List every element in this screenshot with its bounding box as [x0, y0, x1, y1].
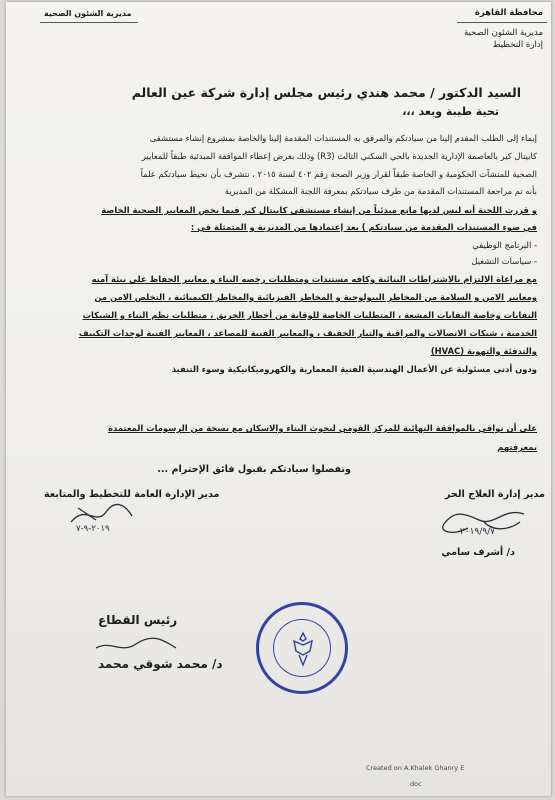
- list-item: - البرنامج الوظيفي: [472, 240, 537, 250]
- intro-line: الصحية للمنشآت الحكومية و الخاصة طبقاً لقرار وزير الصحة رقم ٤٠٢ لسنة ٢٠١٥ ، نتشرف بأن نحيط سيادتكم علماً: [140, 169, 537, 179]
- sector-head-name: د/ محمد شوقي محمد: [98, 657, 223, 671]
- right-signatory-name: د/ أشرف سامي: [441, 547, 515, 558]
- intro-line: كابيتال كير بالعاصمة الإدارية الجديدة بالحي السكني الثالث (R3) وذلك بغرض إعطاء الموافقة المبدئية طبقاً للمعايير: [141, 151, 537, 161]
- official-seal: [256, 602, 348, 694]
- header-department: إدارة التخطيط: [492, 40, 543, 50]
- decision-line: و قررت اللجنة أنه ليس لديها مانع مبدئياً من إنشاء مستشفى كابيتال كير فيما يخص المعايير الصحية الخاصة: [101, 205, 537, 215]
- intro-line: بأنه تم مراجعة المستندات المقدمة من طرف سيادتكم بمعرفة اللجنة المشكلة من المديرية: [224, 186, 537, 196]
- condition-line: الخدمية ، شبكات الاتصالات والمراقبة والتيار الخفيف ، والمعايير الفنية للمصاعد ، المعايير الفنية لوحدات التكييف: [78, 328, 537, 338]
- closing-line: وتفضلوا سيادتكم بقبول فائق الإحترام ...: [157, 464, 351, 475]
- sector-head-signature: [91, 630, 181, 660]
- left-signature-date: ٢٠١٩-٩-٧: [76, 524, 110, 534]
- intro-line: إيماء إلى الطلب المقدم إلينا من سيادتكم والمرفق به المستندات المقدمة إلينا والخاصة بمشروع إنشاء مستشفى: [149, 133, 537, 143]
- header-left-rule: [40, 22, 138, 23]
- header-left-title: مديرية الشئون الصحية: [44, 9, 132, 18]
- decision-line: في ضوء المستندات المقدمة من سيادتكم ) بعد إعتمادها من المديرية و المتمثلة في :: [190, 222, 537, 232]
- left-signatory-title: مدير الإدارة العامة للتخطيط والمتابعة: [44, 489, 220, 500]
- condition-line: مع مراعاة الالتزام بالاشتراطات البنائية وكافه مستندات ومتطلبات رخصه البناء و معايير الحفاظ على بيئة آمنه: [91, 274, 537, 284]
- document-page: [6, 2, 551, 796]
- addressee-line: السيد الدكتور / محمد هندي رئيس مجلس إدارة شركة عين العالم: [131, 85, 521, 100]
- condition-line: ومعايير الامن و السلامة من المخاطر البيولوجية و المخاطر الفيزيائية والمخاطر الكيميائية ، التخلص الامن من: [94, 292, 537, 302]
- header-directorate: مديرية الشئون الصحية: [463, 28, 543, 38]
- greeting: تحية طيبة وبعد ،،،: [402, 105, 499, 118]
- footer-doc-ext: doc: [410, 780, 422, 788]
- header-right-block: [464, 8, 543, 51]
- list-item: - سياسات التشغيل: [471, 256, 537, 266]
- condition-line: النفايات وخاصة النفايات المشعة ، المتطلبات الخاصة للوقاية من أخطار الحريق ، متطلبات نظم البناء و الشبكات: [82, 310, 537, 320]
- condition-line: ودون أدنى مسئولية عن الأعمال الهندسية الفنية المعمارية والكهروميكانيكية وسوء التنفيذ: [171, 364, 537, 374]
- condition-line: والتدفئة والتهوية (HVAC): [430, 346, 537, 356]
- header-governorate: محافظة القاهرة: [474, 8, 543, 18]
- right-signature-date: ٢٠١٩/٩/٧: [459, 527, 495, 537]
- footer-created-on: Created on A.Khalek Ghanry E: [366, 764, 465, 772]
- sector-head-title: رئيس القطاع: [98, 613, 178, 627]
- header-right-rule: [457, 22, 547, 23]
- final-line: على أن نوافي بالموافقة النهائية للمركز القومي لبحوث البناء والاسكان مع نسخة من الرسومات المعتمدة: [108, 423, 537, 433]
- right-signatory-title: مدير إدارة العلاج الحر: [444, 489, 545, 500]
- eagle-emblem-icon: [290, 631, 316, 667]
- final-line: بمعرفتهم: [497, 442, 537, 452]
